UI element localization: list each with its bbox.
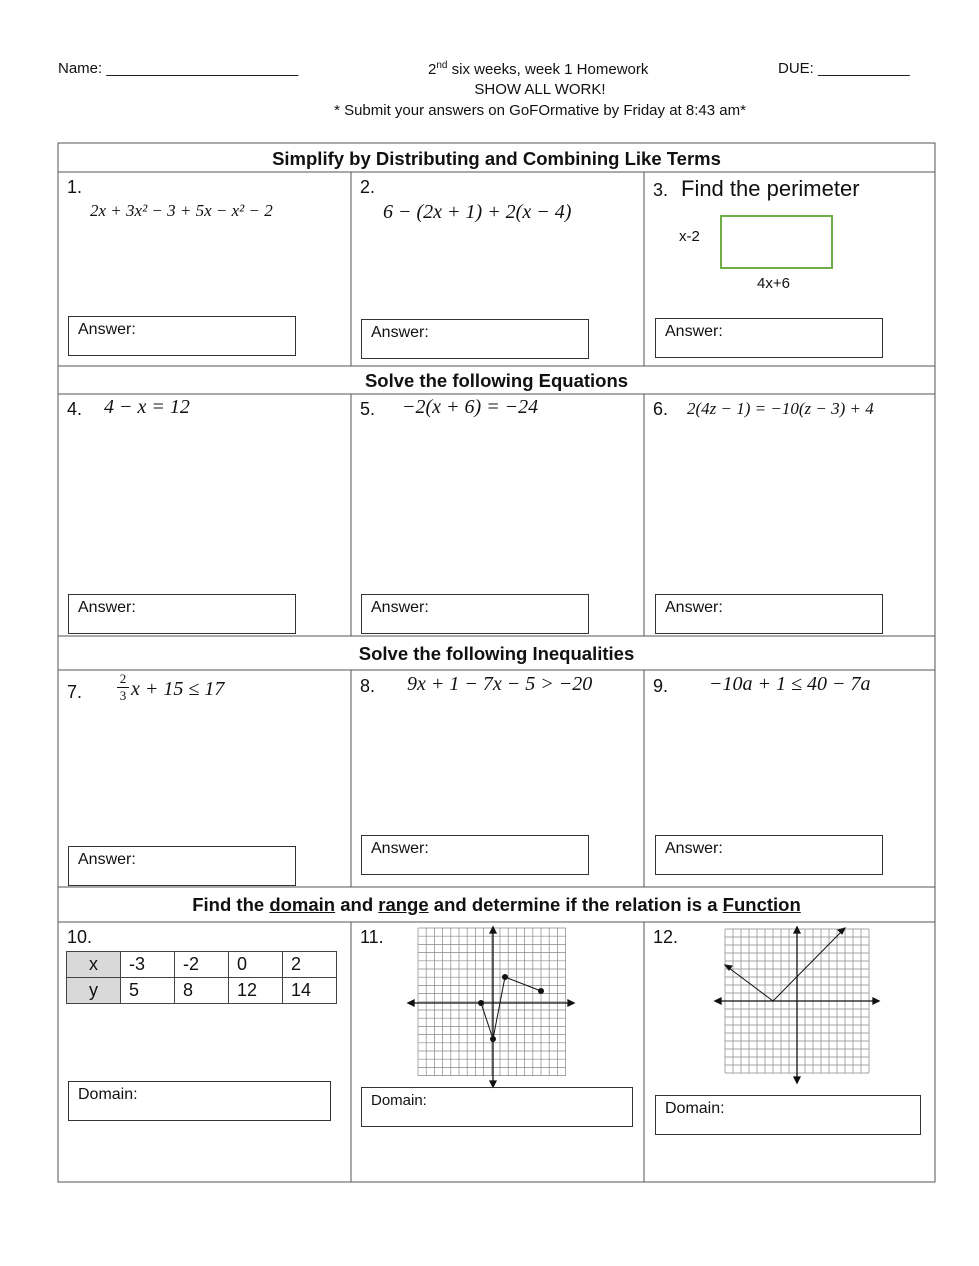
function-word: Function — [722, 894, 801, 915]
rectangle-bottom-label: 4x+6 — [757, 275, 790, 292]
section-domain-range-header: Find the domain and range and determine if the relation is a Function — [192, 894, 801, 915]
table-cell: -3 — [121, 952, 175, 978]
section-equations-header: Solve the following Equations — [364, 370, 629, 391]
problem-10-number: 10. — [67, 927, 93, 947]
answer-box-5[interactable]: Answer: — [361, 594, 589, 634]
fraction-numerator: 2 — [117, 671, 129, 688]
title-number: 2 — [428, 61, 437, 78]
problem-7-number: 7. — [67, 682, 83, 702]
problem-9-number: 9. — [653, 676, 669, 696]
fraction-denominator: 3 — [119, 688, 127, 703]
domain-box-11[interactable]: Domain: — [361, 1087, 633, 1127]
answer-box-3[interactable]: Answer: — [655, 318, 883, 358]
title-superscript: nd — [436, 60, 448, 71]
title-text: six weeks, week 1 Homework — [447, 61, 649, 78]
problem-12-number: 12. — [653, 927, 679, 947]
problem-5-number: 5. — [360, 399, 376, 419]
relation-table — [66, 951, 337, 1004]
problem-5-expression: −2(x + 6) = −24 — [402, 396, 539, 418]
perimeter-rectangle — [720, 215, 833, 269]
answer-box-9[interactable]: Answer: — [655, 835, 883, 875]
range-word: range — [378, 894, 429, 915]
rectangle-side-label: x-2 — [679, 228, 700, 245]
problem-6-number: 6. — [653, 399, 669, 419]
problem-9-expression: −10a + 1 ≤ 40 − 7a — [709, 673, 871, 695]
problem-8-number: 8. — [360, 676, 376, 696]
show-work-note: SHOW ALL WORK! — [474, 81, 606, 98]
answer-box-1[interactable]: Answer: — [68, 316, 296, 356]
table-cell: 8 — [175, 978, 229, 1004]
answer-box-4[interactable]: Answer: — [68, 594, 296, 634]
problem-3-number: 3. — [653, 180, 669, 200]
problem-3-instruction: Find the perimeter — [681, 176, 860, 201]
problem-4-number: 4. — [67, 399, 83, 419]
graph-11 — [406, 925, 578, 1090]
problem-1-expression: 2x + 3x² − 3 + 5x − x² − 2 — [90, 201, 273, 220]
problem-7-expression: x + 15 ≤ 17 — [131, 678, 225, 700]
section-inequalities-header: Solve the following Inequalities — [358, 643, 635, 664]
name-field-label: Name: _______________________ — [58, 60, 299, 77]
table-row-y — [67, 978, 337, 1004]
graph-12 — [713, 925, 883, 1085]
table-cell: y — [67, 978, 121, 1004]
problem-11-number: 11. — [360, 927, 384, 947]
table-cell: 12 — [229, 978, 283, 1004]
submit-note: * Submit your answers on GoFOrmative by Friday at 8:43 am* — [334, 102, 746, 119]
answer-box-2[interactable]: Answer: — [361, 319, 589, 359]
due-field-label: DUE: ___________ — [778, 60, 910, 77]
answer-box-8[interactable]: Answer: — [361, 835, 589, 875]
graph-11-points — [478, 974, 544, 1042]
table-cell: 14 — [283, 978, 337, 1004]
answer-box-6[interactable]: Answer: — [655, 594, 883, 634]
problem-7-fraction — [117, 671, 129, 704]
table-cell: 0 — [229, 952, 283, 978]
table-cell: 5 — [121, 978, 175, 1004]
table-cell: 2 — [283, 952, 337, 978]
table-cell: x — [67, 952, 121, 978]
problem-6-expression: 2(4z − 1) = −10(z − 3) + 4 — [687, 399, 874, 418]
table-row-x — [67, 952, 337, 978]
problem-8-expression: 9x + 1 − 7x − 5 > −20 — [407, 673, 593, 695]
section-simplify-header: Simplify by Distributing and Combining Like Terms — [272, 148, 721, 169]
domain-box-12[interactable]: Domain: — [655, 1095, 921, 1135]
problem-2-number: 2. — [360, 177, 376, 197]
problem-4-expression: 4 − x = 12 — [104, 396, 190, 418]
problem-1-number: 1. — [67, 177, 83, 197]
domain-word: domain — [269, 894, 336, 915]
domain-box-10[interactable]: Domain: — [68, 1081, 331, 1121]
table-cell: -2 — [175, 952, 229, 978]
problem-2-expression: 6 − (2x + 1) + 2(x − 4) — [383, 201, 572, 223]
answer-box-7[interactable]: Answer: — [68, 846, 296, 886]
